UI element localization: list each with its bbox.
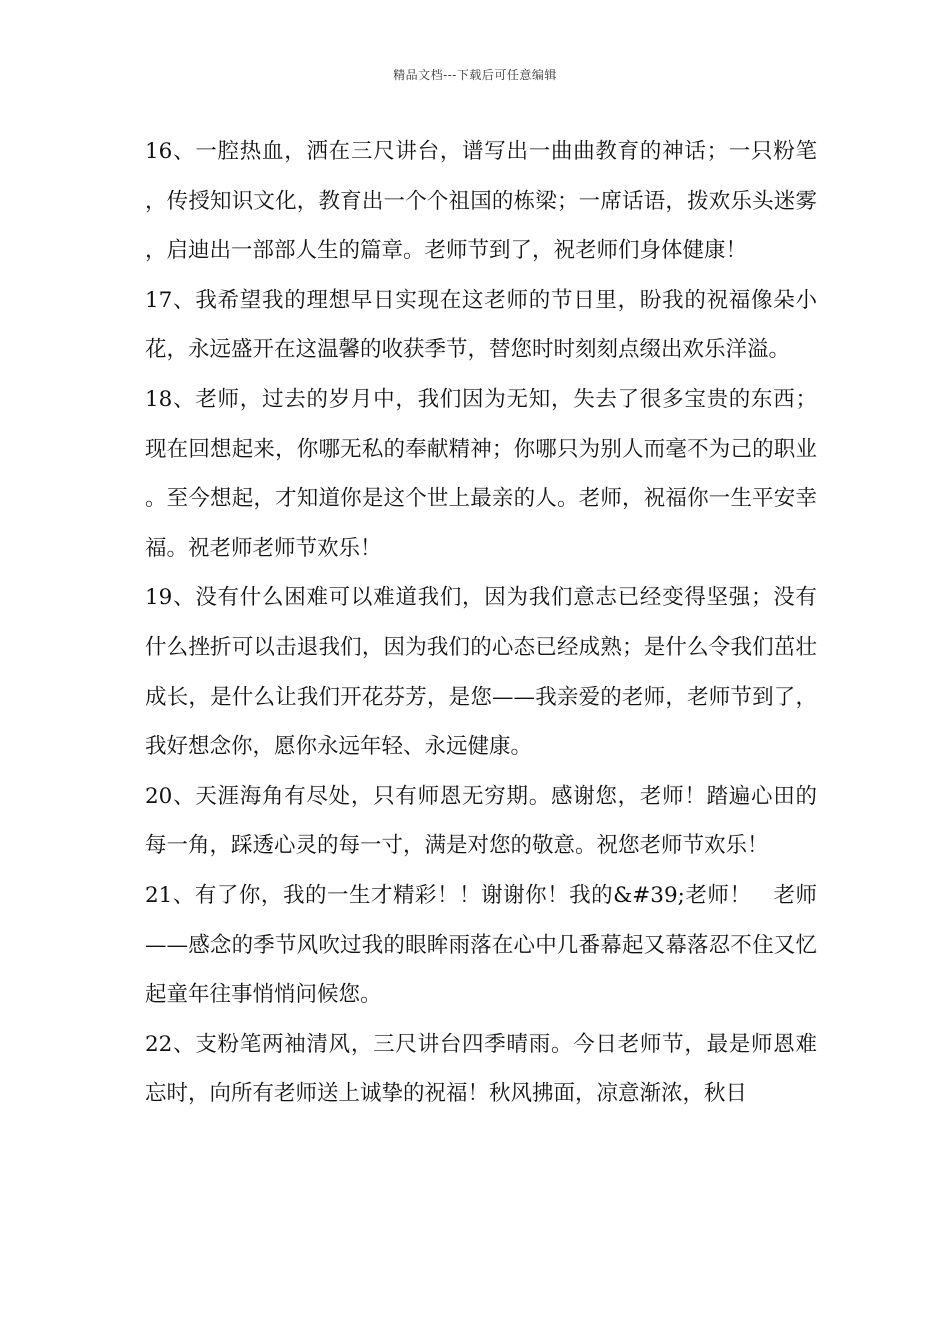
paragraph-17: 17、我希望我的理想早日实现在这老师的节日里，盼我的祝福像朵小花，永远盛开在这温馨的收获季节，替您时时刻刻点缀出欢乐洋溢。 — [145, 287, 817, 363]
document-body — [145, 127, 817, 1119]
paragraph-21: 21、有了你，我的一生才精彩！！谢谢你！我的&#39;老师！ 老师——感念的季节风吹过我的眼眸雨落在心中几番幕起又幕落忍不住又忆起童年往事悄悄问候您。 — [145, 882, 817, 1008]
paragraph-22: 22、支粉笔两袖清风，三尺讲台四季晴雨。今日老师节，最是师恩难忘时，向所有老师送上诚挚的祝福！秋风拂面，凉意渐浓，秋日 — [145, 1031, 817, 1107]
paragraph-18: 18、老师，过去的岁月中，我们因为无知，失去了很多宝贵的东西；现在回想起来，你哪无私的奉献精神；你哪只为别人而毫不为己的职业。至今想起，才知道你是这个世上最亲的人。老师，祝福你一生平安幸福。祝老师老师节欢乐！ — [145, 386, 817, 561]
paragraph-20: 20、天涯海角有尽处，只有师恩无穷期。感谢您，老师！踏遍心田的每一角，踩透心灵的每一寸，满是对您的敬意。祝您老师节欢乐！ — [145, 783, 817, 859]
page-header: 精品文档---下载后可任意编辑 — [393, 68, 557, 82]
paragraph-19: 19、没有什么困难可以难道我们，因为我们意志已经变得坚强；没有什么挫折可以击退我们，因为我们的心态已经成熟；是什么令我们茁壮成长，是什么让我们开花芬芳，是您——我亲爱的老师，老师节到了，我好想念你，愿你永远年轻、永远健康。 — [145, 585, 817, 760]
paragraph-16: 16、一腔热血，洒在三尺讲台，谱写出一曲曲教育的神话；一只粉笔，传授知识文化，教育出一个个祖国的栋梁；一席话语，拨欢乐头迷雾，启迪出一部部人生的篇章。老师节到了，祝老师们身体健康！ — [145, 139, 817, 264]
